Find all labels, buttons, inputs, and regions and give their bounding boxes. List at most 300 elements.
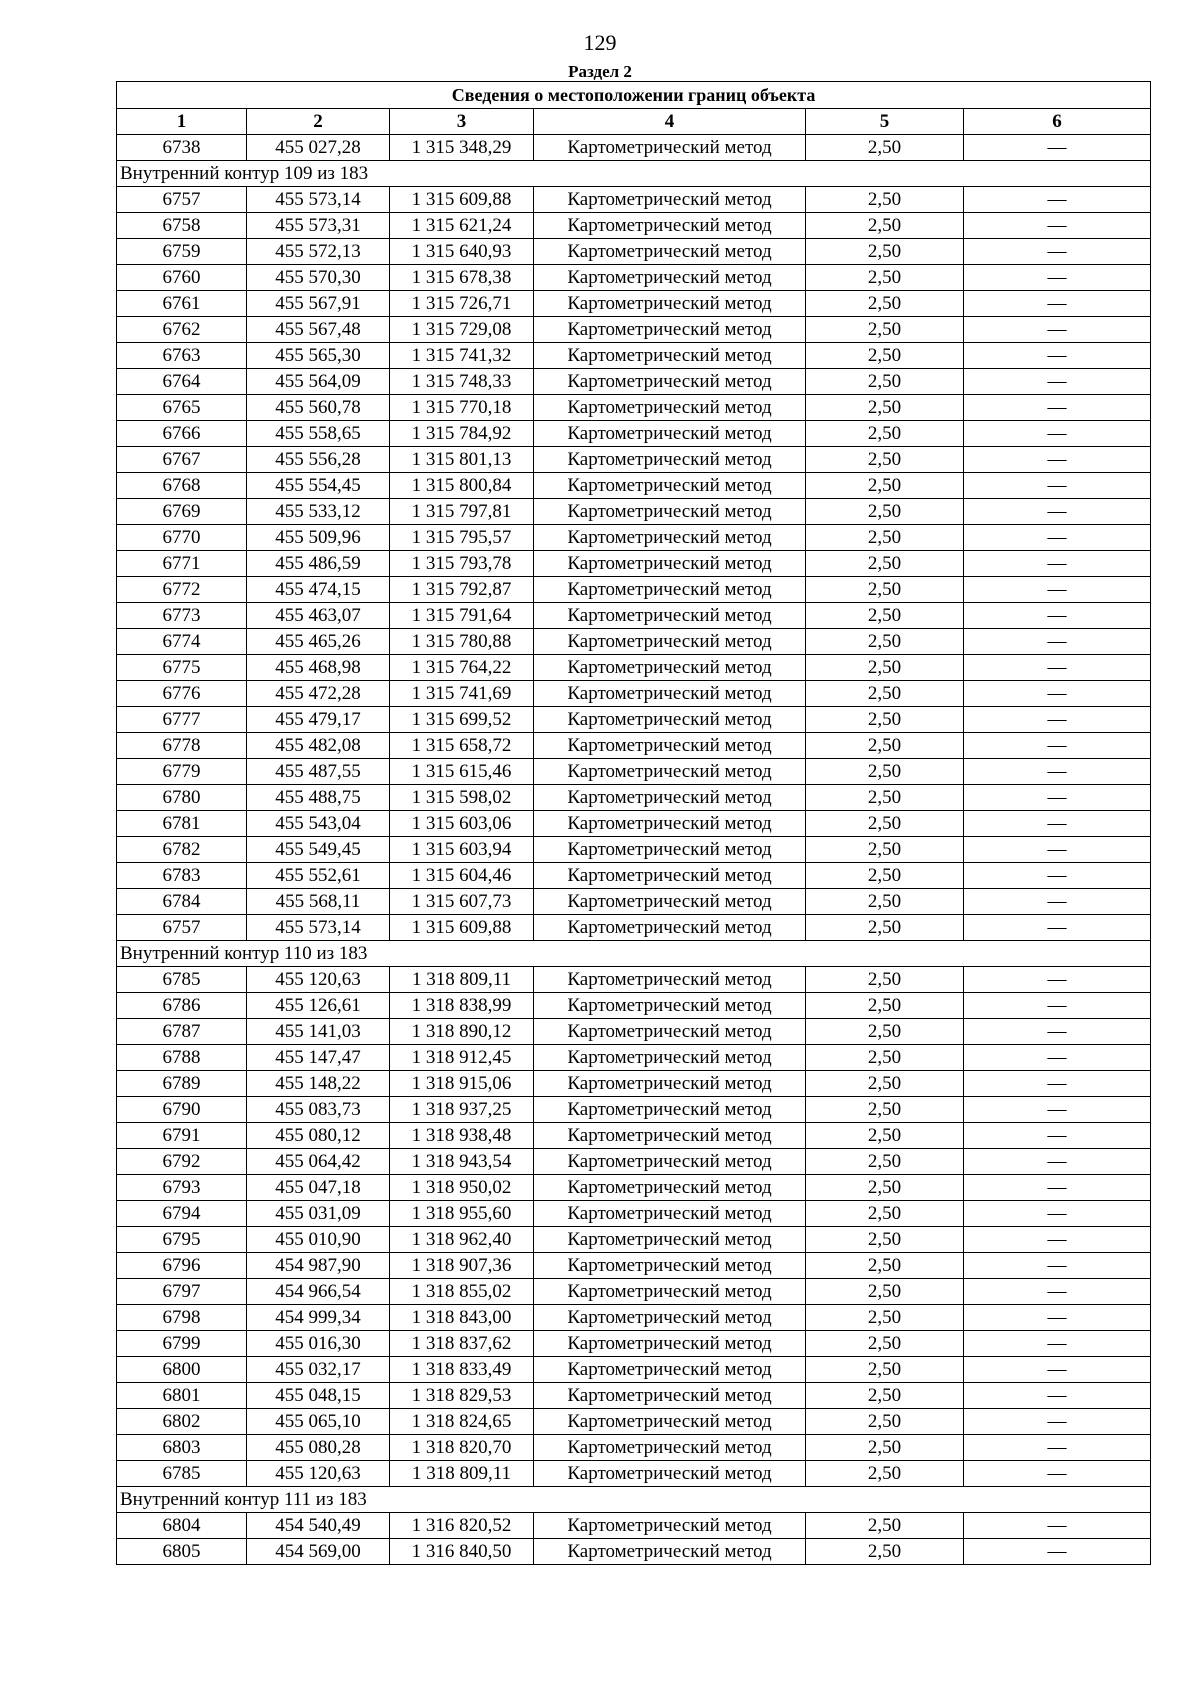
accuracy-cell: 2,50 — [806, 447, 964, 473]
x-coordinate-cell: 455 554,45 — [247, 473, 390, 499]
description-cell: — — [964, 1331, 1151, 1357]
point-number-cell: 6774 — [117, 629, 247, 655]
point-number-cell: 6777 — [117, 707, 247, 733]
table-caption-row — [117, 82, 1151, 109]
y-coordinate-cell: 1 318 915,06 — [390, 1071, 534, 1097]
point-number-cell: 6763 — [117, 343, 247, 369]
table-header-row — [117, 109, 1151, 135]
method-cell: Картометрический метод — [534, 967, 806, 993]
point-number-cell: 6785 — [117, 967, 247, 993]
accuracy-cell: 2,50 — [806, 577, 964, 603]
section-title: Раздел 2 — [568, 62, 632, 81]
y-coordinate-cell: 1 318 833,49 — [390, 1357, 534, 1383]
table-row — [117, 1435, 1151, 1461]
table-row — [117, 1461, 1151, 1487]
description-cell: — — [964, 577, 1151, 603]
x-coordinate-cell: 455 556,28 — [247, 447, 390, 473]
table-row — [117, 1305, 1151, 1331]
x-coordinate-cell: 455 031,09 — [247, 1201, 390, 1227]
y-coordinate-cell: 1 315 729,08 — [390, 317, 534, 343]
method-cell: Картометрический метод — [534, 395, 806, 421]
point-number-cell: 6778 — [117, 733, 247, 759]
y-coordinate-cell: 1 315 797,81 — [390, 499, 534, 525]
accuracy-cell: 2,50 — [806, 1123, 964, 1149]
x-coordinate-cell: 455 564,09 — [247, 369, 390, 395]
point-number-cell: 6767 — [117, 447, 247, 473]
column-header: 5 — [806, 109, 964, 135]
table-row — [117, 603, 1151, 629]
point-number-cell: 6792 — [117, 1149, 247, 1175]
method-cell: Картометрический метод — [534, 1071, 806, 1097]
table-row — [117, 1409, 1151, 1435]
description-cell: — — [964, 1279, 1151, 1305]
table-row — [117, 1201, 1151, 1227]
description-cell: — — [964, 733, 1151, 759]
description-cell: — — [964, 1461, 1151, 1487]
contour-label: Внутренний контур 110 из 183 — [117, 941, 1151, 967]
description-cell: — — [964, 967, 1151, 993]
description-cell: — — [964, 1201, 1151, 1227]
accuracy-cell: 2,50 — [806, 1071, 964, 1097]
x-coordinate-cell: 455 568,11 — [247, 889, 390, 915]
x-coordinate-cell: 455 027,28 — [247, 135, 390, 161]
y-coordinate-cell: 1 318 890,12 — [390, 1019, 534, 1045]
method-cell: Картометрический метод — [534, 1045, 806, 1071]
method-cell: Картометрический метод — [534, 811, 806, 837]
table-row — [117, 317, 1151, 343]
table-row — [117, 1071, 1151, 1097]
contour-row — [117, 161, 1151, 187]
y-coordinate-cell: 1 318 838,99 — [390, 993, 534, 1019]
point-number-cell: 6802 — [117, 1409, 247, 1435]
y-coordinate-cell: 1 318 912,45 — [390, 1045, 534, 1071]
accuracy-cell: 2,50 — [806, 265, 964, 291]
method-cell: Картометрический метод — [534, 1175, 806, 1201]
description-cell: — — [964, 1305, 1151, 1331]
contour-row — [117, 1487, 1151, 1513]
method-cell: Картометрический метод — [534, 1435, 806, 1461]
column-header: 1 — [117, 109, 247, 135]
accuracy-cell: 2,50 — [806, 1539, 964, 1565]
y-coordinate-cell: 1 318 955,60 — [390, 1201, 534, 1227]
table-row — [117, 837, 1151, 863]
point-number-cell: 6770 — [117, 525, 247, 551]
method-cell: Картометрический метод — [534, 603, 806, 629]
table-row — [117, 811, 1151, 837]
x-coordinate-cell: 455 032,17 — [247, 1357, 390, 1383]
accuracy-cell: 2,50 — [806, 317, 964, 343]
accuracy-cell: 2,50 — [806, 187, 964, 213]
description-cell: — — [964, 135, 1151, 161]
method-cell: Картометрический метод — [534, 1305, 806, 1331]
description-cell: — — [964, 1123, 1151, 1149]
description-cell: — — [964, 291, 1151, 317]
accuracy-cell: 2,50 — [806, 629, 964, 655]
x-coordinate-cell: 455 064,42 — [247, 1149, 390, 1175]
y-coordinate-cell: 1 318 837,62 — [390, 1331, 534, 1357]
x-coordinate-cell: 455 573,31 — [247, 213, 390, 239]
description-cell: — — [964, 421, 1151, 447]
x-coordinate-cell: 455 148,22 — [247, 1071, 390, 1097]
method-cell: Картометрический метод — [534, 525, 806, 551]
x-coordinate-cell: 455 567,91 — [247, 291, 390, 317]
accuracy-cell: 2,50 — [806, 1357, 964, 1383]
method-cell: Картометрический метод — [534, 1279, 806, 1305]
description-cell: — — [964, 629, 1151, 655]
table-row — [117, 291, 1151, 317]
x-coordinate-cell: 454 987,90 — [247, 1253, 390, 1279]
method-cell: Картометрический метод — [534, 1461, 806, 1487]
description-cell: — — [964, 915, 1151, 941]
y-coordinate-cell: 1 318 943,54 — [390, 1149, 534, 1175]
method-cell: Картометрический метод — [534, 655, 806, 681]
method-cell: Картометрический метод — [534, 1331, 806, 1357]
method-cell: Картометрический метод — [534, 1097, 806, 1123]
point-number-cell: 6783 — [117, 863, 247, 889]
y-coordinate-cell: 1 315 603,94 — [390, 837, 534, 863]
description-cell: — — [964, 395, 1151, 421]
accuracy-cell: 2,50 — [806, 655, 964, 681]
method-cell: Картометрический метод — [534, 915, 806, 941]
description-cell: — — [964, 759, 1151, 785]
description-cell: — — [964, 863, 1151, 889]
table-row — [117, 759, 1151, 785]
y-coordinate-cell: 1 318 962,40 — [390, 1227, 534, 1253]
accuracy-cell: 2,50 — [806, 525, 964, 551]
description-cell: — — [964, 1409, 1151, 1435]
table-row — [117, 499, 1151, 525]
method-cell: Картометрический метод — [534, 1383, 806, 1409]
accuracy-cell: 2,50 — [806, 785, 964, 811]
x-coordinate-cell: 455 560,78 — [247, 395, 390, 421]
accuracy-cell: 2,50 — [806, 1435, 964, 1461]
y-coordinate-cell: 1 315 658,72 — [390, 733, 534, 759]
x-coordinate-cell: 455 465,26 — [247, 629, 390, 655]
x-coordinate-cell: 455 558,65 — [247, 421, 390, 447]
point-number-cell: 6768 — [117, 473, 247, 499]
method-cell: Картометрический метод — [534, 785, 806, 811]
x-coordinate-cell: 455 474,15 — [247, 577, 390, 603]
x-coordinate-cell: 454 999,34 — [247, 1305, 390, 1331]
y-coordinate-cell: 1 315 607,73 — [390, 889, 534, 915]
description-cell: — — [964, 603, 1151, 629]
method-cell: Картометрический метод — [534, 733, 806, 759]
y-coordinate-cell: 1 315 795,57 — [390, 525, 534, 551]
table-row — [117, 395, 1151, 421]
table-row — [117, 681, 1151, 707]
y-coordinate-cell: 1 316 820,52 — [390, 1513, 534, 1539]
y-coordinate-cell: 1 318 950,02 — [390, 1175, 534, 1201]
accuracy-cell: 2,50 — [806, 421, 964, 447]
y-coordinate-cell: 1 315 348,29 — [390, 135, 534, 161]
description-cell: — — [964, 1227, 1151, 1253]
y-coordinate-cell: 1 318 937,25 — [390, 1097, 534, 1123]
table-row — [117, 1383, 1151, 1409]
accuracy-cell: 2,50 — [806, 135, 964, 161]
description-cell: — — [964, 525, 1151, 551]
accuracy-cell: 2,50 — [806, 473, 964, 499]
accuracy-cell: 2,50 — [806, 213, 964, 239]
y-coordinate-cell: 1 315 780,88 — [390, 629, 534, 655]
table-row — [117, 421, 1151, 447]
point-number-cell: 6761 — [117, 291, 247, 317]
method-cell: Картометрический метод — [534, 1149, 806, 1175]
method-cell: Картометрический метод — [534, 317, 806, 343]
table-row — [117, 1513, 1151, 1539]
table-row — [117, 473, 1151, 499]
x-coordinate-cell: 455 472,28 — [247, 681, 390, 707]
accuracy-cell: 2,50 — [806, 837, 964, 863]
accuracy-cell: 2,50 — [806, 707, 964, 733]
y-coordinate-cell: 1 315 748,33 — [390, 369, 534, 395]
x-coordinate-cell: 455 482,08 — [247, 733, 390, 759]
description-cell: — — [964, 1071, 1151, 1097]
y-coordinate-cell: 1 315 621,24 — [390, 213, 534, 239]
contour-label: Внутренний контур 111 из 183 — [117, 1487, 1151, 1513]
accuracy-cell: 2,50 — [806, 811, 964, 837]
description-cell: — — [964, 1539, 1151, 1565]
table-row — [117, 1175, 1151, 1201]
point-number-cell: 6771 — [117, 551, 247, 577]
point-number-cell: 6793 — [117, 1175, 247, 1201]
point-number-cell: 6786 — [117, 993, 247, 1019]
description-cell: — — [964, 1435, 1151, 1461]
method-cell: Картометрический метод — [534, 551, 806, 577]
point-number-cell: 6784 — [117, 889, 247, 915]
table-row — [117, 733, 1151, 759]
x-coordinate-cell: 455 573,14 — [247, 187, 390, 213]
method-cell: Картометрический метод — [534, 577, 806, 603]
point-number-cell: 6788 — [117, 1045, 247, 1071]
point-number-cell: 6796 — [117, 1253, 247, 1279]
point-number-cell: 6799 — [117, 1331, 247, 1357]
table-row — [117, 993, 1151, 1019]
x-coordinate-cell: 455 463,07 — [247, 603, 390, 629]
accuracy-cell: 2,50 — [806, 1513, 964, 1539]
y-coordinate-cell: 1 315 609,88 — [390, 915, 534, 941]
method-cell: Картометрический метод — [534, 863, 806, 889]
y-coordinate-cell: 1 315 792,87 — [390, 577, 534, 603]
method-cell: Картометрический метод — [534, 239, 806, 265]
method-cell: Картометрический метод — [534, 187, 806, 213]
x-coordinate-cell: 455 486,59 — [247, 551, 390, 577]
table-row — [117, 1097, 1151, 1123]
table-row — [117, 213, 1151, 239]
x-coordinate-cell: 455 047,18 — [247, 1175, 390, 1201]
column-header: 3 — [390, 109, 534, 135]
x-coordinate-cell: 455 048,15 — [247, 1383, 390, 1409]
x-coordinate-cell: 455 565,30 — [247, 343, 390, 369]
table-row — [117, 889, 1151, 915]
point-number-cell: 6759 — [117, 239, 247, 265]
column-header: 4 — [534, 109, 806, 135]
x-coordinate-cell: 455 141,03 — [247, 1019, 390, 1045]
point-number-cell: 6787 — [117, 1019, 247, 1045]
table-row — [117, 915, 1151, 941]
point-number-cell: 6780 — [117, 785, 247, 811]
description-cell: — — [964, 1253, 1151, 1279]
table-body — [117, 135, 1151, 1565]
description-cell: — — [964, 707, 1151, 733]
method-cell: Картометрический метод — [534, 1409, 806, 1435]
table-row — [117, 551, 1151, 577]
x-coordinate-cell: 454 569,00 — [247, 1539, 390, 1565]
point-number-cell: 6775 — [117, 655, 247, 681]
method-cell: Картометрический метод — [534, 1123, 806, 1149]
table-row — [117, 1253, 1151, 1279]
accuracy-cell: 2,50 — [806, 967, 964, 993]
method-cell: Картометрический метод — [534, 369, 806, 395]
method-cell: Картометрический метод — [534, 1513, 806, 1539]
accuracy-cell: 2,50 — [806, 1149, 964, 1175]
y-coordinate-cell: 1 315 800,84 — [390, 473, 534, 499]
description-cell: — — [964, 1513, 1151, 1539]
accuracy-cell: 2,50 — [806, 1019, 964, 1045]
table-row — [117, 1539, 1151, 1565]
x-coordinate-cell: 455 065,10 — [247, 1409, 390, 1435]
table-row — [117, 785, 1151, 811]
method-cell: Картометрический метод — [534, 499, 806, 525]
table-row — [117, 1045, 1151, 1071]
accuracy-cell: 2,50 — [806, 1097, 964, 1123]
point-number-cell: 6782 — [117, 837, 247, 863]
boundary-coordinates-table — [116, 81, 1151, 1565]
accuracy-cell: 2,50 — [806, 343, 964, 369]
y-coordinate-cell: 1 315 801,13 — [390, 447, 534, 473]
table-row — [117, 1331, 1151, 1357]
description-cell: — — [964, 213, 1151, 239]
point-number-cell: 6772 — [117, 577, 247, 603]
x-coordinate-cell: 454 540,49 — [247, 1513, 390, 1539]
accuracy-cell: 2,50 — [806, 1461, 964, 1487]
y-coordinate-cell: 1 315 726,71 — [390, 291, 534, 317]
table-row — [117, 187, 1151, 213]
accuracy-cell: 2,50 — [806, 1383, 964, 1409]
description-cell: — — [964, 1149, 1151, 1175]
accuracy-cell: 2,50 — [806, 1045, 964, 1071]
table-row — [117, 1357, 1151, 1383]
description-cell: — — [964, 187, 1151, 213]
point-number-cell: 6800 — [117, 1357, 247, 1383]
y-coordinate-cell: 1 315 615,46 — [390, 759, 534, 785]
description-cell: — — [964, 1045, 1151, 1071]
x-coordinate-cell: 455 010,90 — [247, 1227, 390, 1253]
accuracy-cell: 2,50 — [806, 915, 964, 941]
point-number-cell: 6791 — [117, 1123, 247, 1149]
method-cell: Картометрический метод — [534, 1357, 806, 1383]
method-cell: Картометрический метод — [534, 265, 806, 291]
x-coordinate-cell: 455 083,73 — [247, 1097, 390, 1123]
description-cell: — — [964, 1357, 1151, 1383]
method-cell: Картометрический метод — [534, 343, 806, 369]
point-number-cell: 6738 — [117, 135, 247, 161]
point-number-cell: 6760 — [117, 265, 247, 291]
table-row — [117, 1149, 1151, 1175]
point-number-cell: 6766 — [117, 421, 247, 447]
x-coordinate-cell: 455 126,61 — [247, 993, 390, 1019]
point-number-cell: 6794 — [117, 1201, 247, 1227]
accuracy-cell: 2,50 — [806, 759, 964, 785]
y-coordinate-cell: 1 315 741,32 — [390, 343, 534, 369]
y-coordinate-cell: 1 315 604,46 — [390, 863, 534, 889]
x-coordinate-cell: 455 147,47 — [247, 1045, 390, 1071]
description-cell: — — [964, 1175, 1151, 1201]
table-row — [117, 239, 1151, 265]
y-coordinate-cell: 1 318 809,11 — [390, 967, 534, 993]
y-coordinate-cell: 1 315 699,52 — [390, 707, 534, 733]
point-number-cell: 6779 — [117, 759, 247, 785]
description-cell: — — [964, 837, 1151, 863]
y-coordinate-cell: 1 315 609,88 — [390, 187, 534, 213]
description-cell: — — [964, 369, 1151, 395]
point-number-cell: 6785 — [117, 1461, 247, 1487]
accuracy-cell: 2,50 — [806, 1253, 964, 1279]
table-row — [117, 343, 1151, 369]
method-cell: Картометрический метод — [534, 473, 806, 499]
y-coordinate-cell: 1 318 938,48 — [390, 1123, 534, 1149]
y-coordinate-cell: 1 318 820,70 — [390, 1435, 534, 1461]
method-cell: Картометрический метод — [534, 889, 806, 915]
accuracy-cell: 2,50 — [806, 499, 964, 525]
x-coordinate-cell: 455 120,63 — [247, 1461, 390, 1487]
description-cell: — — [964, 681, 1151, 707]
y-coordinate-cell: 1 316 840,50 — [390, 1539, 534, 1565]
accuracy-cell: 2,50 — [806, 1409, 964, 1435]
method-cell: Картометрический метод — [534, 213, 806, 239]
contour-label: Внутренний контур 109 из 183 — [117, 161, 1151, 187]
description-cell: — — [964, 811, 1151, 837]
method-cell: Картометрический метод — [534, 681, 806, 707]
x-coordinate-cell: 455 468,98 — [247, 655, 390, 681]
table-row — [117, 447, 1151, 473]
table-row — [117, 577, 1151, 603]
x-coordinate-cell: 455 080,28 — [247, 1435, 390, 1461]
method-cell: Картометрический метод — [534, 135, 806, 161]
x-coordinate-cell: 455 533,12 — [247, 499, 390, 525]
y-coordinate-cell: 1 318 809,11 — [390, 1461, 534, 1487]
description-cell: — — [964, 343, 1151, 369]
method-cell: Картометрический метод — [534, 837, 806, 863]
point-number-cell: 6789 — [117, 1071, 247, 1097]
x-coordinate-cell: 455 488,75 — [247, 785, 390, 811]
accuracy-cell: 2,50 — [806, 395, 964, 421]
method-cell: Картометрический метод — [534, 707, 806, 733]
accuracy-cell: 2,50 — [806, 603, 964, 629]
description-cell: — — [964, 447, 1151, 473]
point-number-cell: 6797 — [117, 1279, 247, 1305]
point-number-cell: 6805 — [117, 1539, 247, 1565]
point-number-cell: 6790 — [117, 1097, 247, 1123]
x-coordinate-cell: 455 549,45 — [247, 837, 390, 863]
table-row — [117, 525, 1151, 551]
point-number-cell: 6769 — [117, 499, 247, 525]
y-coordinate-cell: 1 315 793,78 — [390, 551, 534, 577]
accuracy-cell: 2,50 — [806, 369, 964, 395]
method-cell: Картометрический метод — [534, 1227, 806, 1253]
method-cell: Картометрический метод — [534, 1019, 806, 1045]
point-number-cell: 6757 — [117, 187, 247, 213]
method-cell: Картометрический метод — [534, 447, 806, 473]
point-number-cell: 6764 — [117, 369, 247, 395]
description-cell: — — [964, 1097, 1151, 1123]
description-cell: — — [964, 239, 1151, 265]
y-coordinate-cell: 1 318 829,53 — [390, 1383, 534, 1409]
point-number-cell: 6773 — [117, 603, 247, 629]
accuracy-cell: 2,50 — [806, 1227, 964, 1253]
x-coordinate-cell: 455 552,61 — [247, 863, 390, 889]
description-cell: — — [964, 473, 1151, 499]
point-number-cell: 6803 — [117, 1435, 247, 1461]
